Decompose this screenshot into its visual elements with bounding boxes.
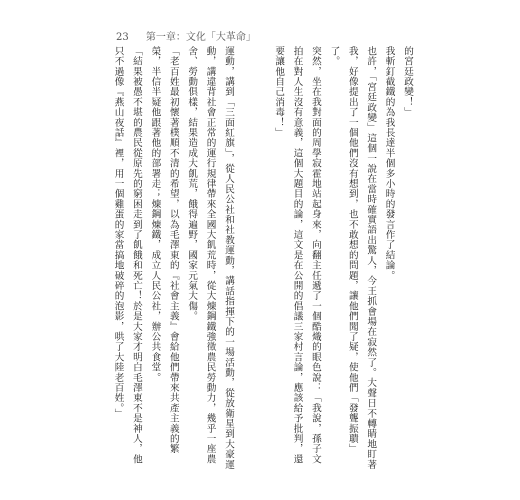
paragraph: 突然，坐在我對面的周學寂霍地站起身來，向翻主任遞了一個酷熾的眼色說：「我說，孫子文拍在對人生沒有意義，這個大題目的論，這文是在公開的倡議三家村言論，應該給予批判，還要讓他自己消毒！」 — [273, 46, 321, 465]
paragraph: 我斬釘截鐵的為我長達半個多小時的發言作了結論。 — [383, 46, 395, 281]
paragraph: 運動，講到「三面紅旗」，從人民公社和社教運動，講話指揮下的一場活動，從放衛星到大豪運動，講違背社會正常的運行規律帶來全國大飢荒時，從大煉鋼鐵強徵農民勞動力，幾乎一座農舍、勞動俱樣，結果造成大飢荒，餓得遍野，國家元氣大傷。 — [186, 46, 234, 470]
paragraph: 「結果被愚不堪的農民從原先的窮困走到了飢餓和死亡！於是大家才明白毛澤東不是神人，他只不過像『燕山夜話』裡，用一個雞蛋的家當搞地破碎的泡影，哄了大陸老百姓。」 — [112, 46, 142, 465]
page-number: 23 — [116, 32, 129, 43]
running-title: 第一章：文化「大革命」 — [145, 32, 256, 43]
paragraph: 也許，「宮廷政變」這個一說在當時確實語出驚人，今王抓會場在寂然了。大聲日不轉睛地盯著我，好像提出了一個他們沒有想到，也不敢想的問題，讓他們聞了疑，使他們「發聾振聵」了。 — [328, 46, 377, 470]
paragraph — [268, 46, 269, 474]
text-block-right — [268, 46, 416, 474]
text-block-left — [112, 46, 237, 474]
paragraph: 的宮廷政變！」 — [402, 46, 413, 118]
paragraph: 「老百姓最初懷著樸順不清的希望，以為毛澤東的『社會主義』會給他們帶來共產主義的繁榮，半信半疑他跟著他的部署走；煉鋼煉鐵，成立人民公社，辦公共食堂。 — [149, 46, 179, 454]
page-header — [116, 28, 256, 43]
